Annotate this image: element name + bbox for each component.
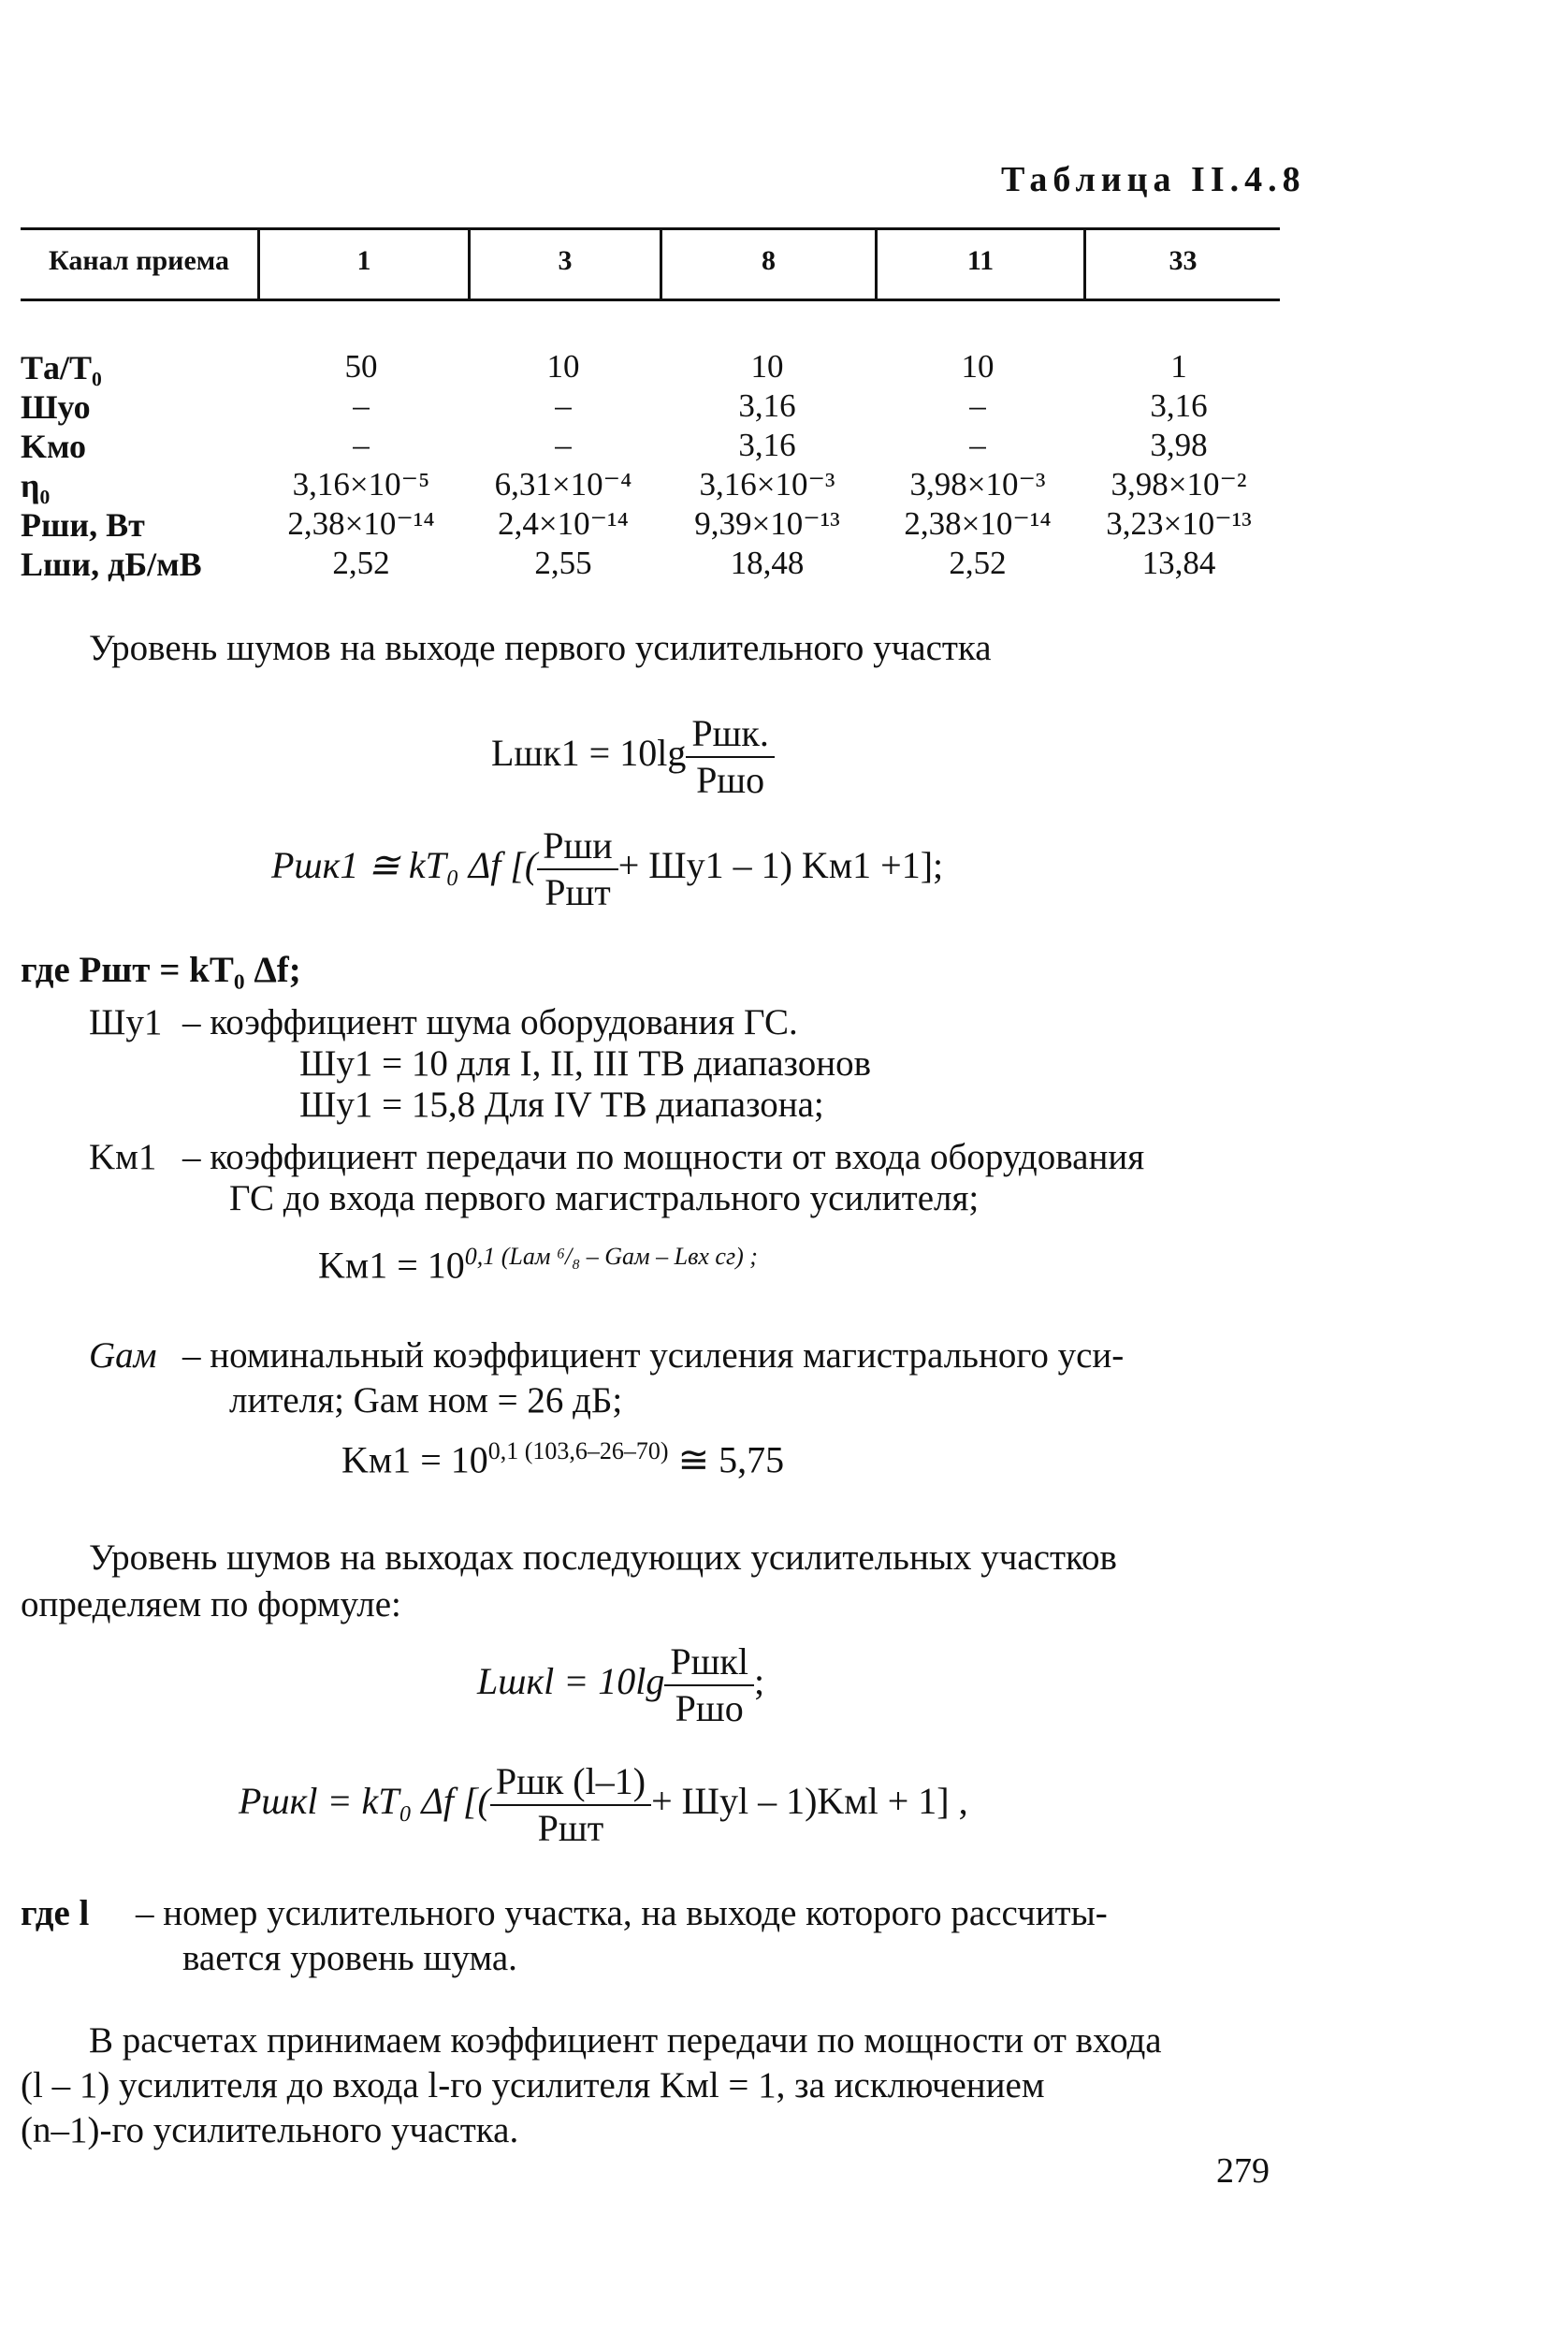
equation-rhs: + Шу1 – 1) Kм1 +1]; [617,844,944,887]
table-row-label: Kмо [21,428,87,465]
table-cell: 3,23×10⁻¹³ [1106,505,1252,542]
paragraph: (l – 1) усилителя до входа l-го усилителя Kмl = 1, за исключением [21,2065,1045,2105]
table-cell: 10 [750,348,784,385]
definition-symbol: Gам [89,1335,157,1376]
equation-fraction [664,1639,754,1731]
table-cell: 9,39×10⁻¹³ [694,505,840,542]
definition-symbol: Kм1 [89,1137,157,1177]
equation-fraction [686,711,774,803]
table-cell: – [969,387,986,424]
table-cell: – [555,387,572,424]
table-cell: 50 [344,348,378,385]
table-cell: 2,55 [534,545,592,581]
table-cell: 3,98×10⁻³ [909,466,1046,503]
equation-lshkl [477,1639,764,1731]
definition-text: – номер усилительного участка, на выходе которого рассчиты- [136,1893,1108,1933]
equation-tail: ; [753,1660,765,1703]
paragraph: Уровень шумов на выходах последующих усилительных участков [89,1537,1117,1578]
fraction-numerator: Pши [537,823,617,870]
table-cell: 3,16 [738,427,796,463]
equation-exponent: 0,1 (Lам ⁶/₈ – Gам – Lвх сг) ; [464,1243,758,1270]
table-header-channel: 3 [558,245,573,276]
equation-km1-general [318,1243,758,1287]
paragraph: (n–1)-го усилительного участка. [21,2110,519,2150]
equation-lhs: Lшкl = 10lg [477,1660,665,1703]
equation-base: Kм1 = 10 [318,1244,465,1287]
fraction-numerator: Pшк. [686,711,774,758]
table-cell: – [353,387,370,424]
table-cell: 3,16 [1150,387,1208,424]
table-caption: Таблица II.4.8 [1001,160,1306,199]
table-row-label: η₀ [21,467,51,504]
equation-rhs: ≅ 5,75 [677,1438,785,1481]
table-cell: – [555,427,572,463]
equation-fraction [537,823,617,915]
equation-lhs: Pшк1 ≅ kT₀ Δf [( [271,844,538,887]
definition-text: – коэффициент передачи по мощности от входа оборудования [182,1137,1145,1177]
paragraph: определяем по формуле: [21,1584,401,1624]
table-cell: 2,38×10⁻¹⁴ [287,505,435,542]
table-cell: – [969,427,986,463]
table-cell: 3,16 [738,387,796,424]
table-header-rule [21,299,1280,301]
table-cell: 10 [961,348,995,385]
fraction-denominator: Pшт [537,1807,604,1849]
definition-symbol: Шу1 [89,1002,163,1042]
equation-pshk1 [271,823,943,915]
fraction-denominator: Pшо [675,1687,744,1729]
definition-text: вается уровень шума. [182,1938,517,1978]
table-cell: 2,4×10⁻¹⁴ [498,505,629,542]
paragraph: Уровень шумов на выходе первого усилительного участка [89,628,992,668]
table-cell: 3,16×10⁻³ [699,466,835,503]
definition-text: – номинальный коэффициент усиления магистрального уси- [182,1335,1125,1376]
equation-lshk1 [491,711,775,803]
table-row-label: Шуо [21,388,91,426]
equation-km1-value [341,1437,784,1481]
table-header-channel: 33 [1169,245,1198,276]
fraction-numerator: Pшкl [664,1639,754,1686]
equation-lhs: Lшк1 = 10lg [491,732,687,775]
table-cell: 2,38×10⁻¹⁴ [904,505,1052,542]
table-cell: 1 [1170,348,1187,385]
equation-rhs: + Шуl – 1)Kмl + 1] , [651,1780,968,1823]
table-header-label: Канал приема [48,245,230,276]
table-header-channel: 11 [966,245,995,276]
table-cell: 10 [546,348,580,385]
fraction-numerator: Pшк (l–1) [490,1759,651,1806]
fraction-denominator: Pшт [544,871,611,913]
paragraph: В расчетах принимаем коэффициент передачи по мощности от входа [89,2020,1162,2061]
table-cell: 3,16×10⁻⁵ [292,466,430,503]
table-top-rule [21,227,1280,230]
table-cell: 6,31×10⁻⁴ [494,466,632,503]
definition-text: Шу1 = 10 для I, II, III ТВ диапазонов [299,1043,871,1084]
definition-text: – коэффициент шума оборудования ГС. [182,1002,798,1042]
table-row-label: Pши, Вт [21,506,145,544]
table-cell: 2,52 [949,545,1007,581]
table-cell: 18,48 [730,545,805,581]
table-cell: 3,98 [1150,427,1208,463]
definition-text: ГС до входа первого магистрального усилителя; [229,1178,980,1218]
table-cell: 13,84 [1141,545,1216,581]
definition-symbol: где l [21,1893,90,1933]
table-cell: – [353,427,370,463]
table-cell: 2,52 [332,545,390,581]
equation-lhs: Pшкl = kT₀ Δf [( [239,1780,490,1823]
equation-base: Kм1 = 10 [341,1438,488,1481]
table-cell: 3,98×10⁻² [1111,466,1247,503]
equation-pshkl [239,1759,968,1851]
table-row-label: Tа/T₀ [21,349,102,386]
table-header-channel: 8 [762,245,776,276]
table-header-channel: 1 [356,245,371,276]
table-row-label: Lши, дБ/мВ [21,546,202,583]
equation-exponent: 0,1 (103,6–26–70) [487,1437,669,1464]
equation-fraction [490,1759,651,1851]
definition-text: лителя; Gам ном = 26 дБ; [229,1380,623,1420]
definition-psht: где Pшт = kT₀ Δf; [21,950,301,990]
fraction-denominator: Pшо [696,759,765,801]
definition-text: Шу1 = 15,8 Для IV ТВ диапазона; [299,1085,824,1125]
page-number: 279 [1216,2151,1270,2191]
